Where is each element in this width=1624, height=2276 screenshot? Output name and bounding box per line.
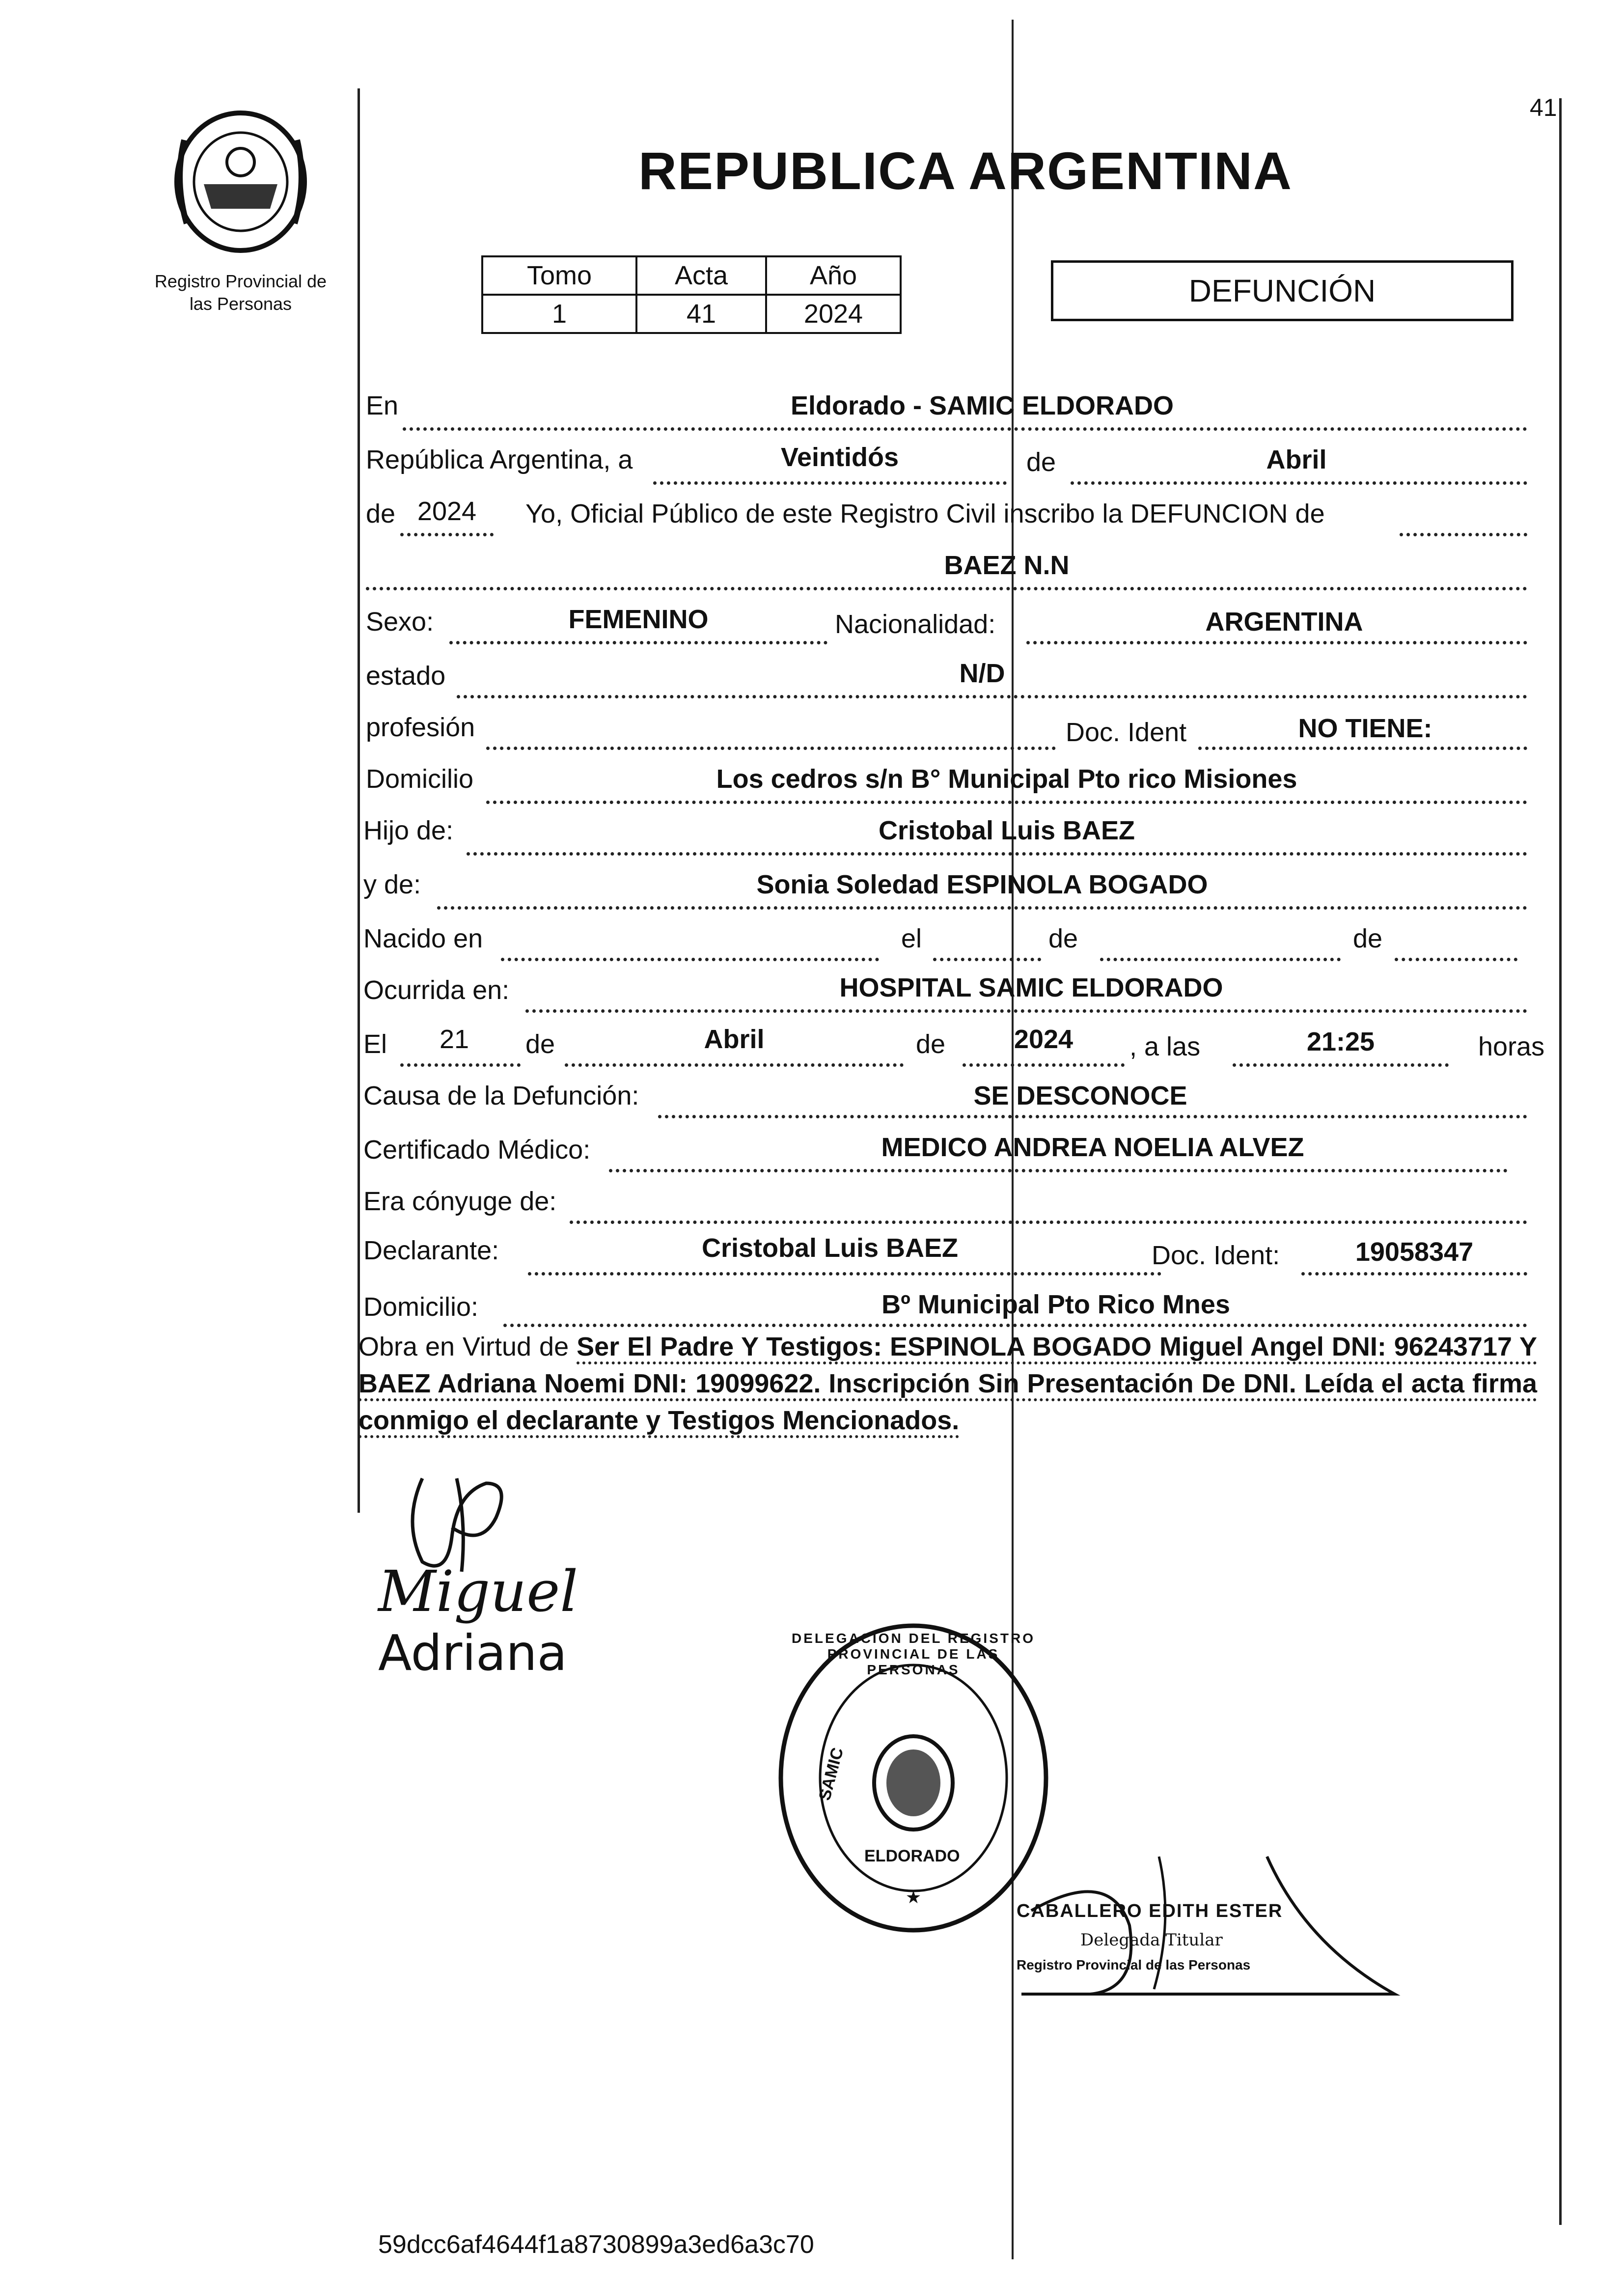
death-year-value: 2024 <box>1014 1025 1073 1054</box>
hijo-value: Cristobal Luis BAEZ <box>878 816 1135 845</box>
dotted-line <box>1198 747 1527 750</box>
witness-signature-adriana <box>373 1616 567 1690</box>
dotted-line <box>1301 1272 1527 1276</box>
dotted-line <box>501 958 879 961</box>
ocurrida-label: Ocurrida en: <box>363 975 510 1005</box>
de-label: de <box>916 1029 946 1059</box>
dotted-line <box>1400 533 1527 536</box>
stamp-inner-text-1: SAMIC <box>815 1746 848 1803</box>
dotted-line <box>400 533 494 536</box>
dotted-line <box>437 906 1527 910</box>
de-label: de <box>525 1029 555 1059</box>
dotted-line <box>933 958 1041 961</box>
de-label: de <box>1353 924 1383 953</box>
doc-ident-label: Doc. Ident <box>1066 718 1187 747</box>
death-time-value: 21:25 <box>1306 1027 1375 1056</box>
value-anio: 2024 <box>766 295 901 333</box>
place-value: Eldorado - SAMIC ELDORADO <box>791 391 1174 420</box>
month-value: Abril <box>1266 445 1327 474</box>
alas-label: , a las <box>1129 1032 1201 1061</box>
nacionalidad-label: Nacionalidad: <box>835 610 996 639</box>
de-label: de <box>366 499 396 528</box>
certificado-value: MEDICO ANDREA NOELIA ALVEZ <box>881 1133 1304 1162</box>
doc-ident-value: NO TIENE: <box>1298 714 1432 743</box>
death-month-value: Abril <box>704 1025 765 1054</box>
dotted-line <box>609 1169 1508 1172</box>
dotted-line <box>963 1063 1125 1067</box>
value-acta: 41 <box>636 295 766 333</box>
page-title: REPUBLICA ARGENTINA <box>638 141 1293 200</box>
official-name: CABALLERO EDITH ESTER <box>1017 1901 1283 1921</box>
yde-label: y de: <box>363 870 421 899</box>
official-signature <box>1012 1847 1414 2009</box>
obra-paragraph <box>358 1329 1537 1439</box>
witness-signature-miguel-text: Miguel <box>378 1559 578 1625</box>
dotted-line <box>503 1324 1527 1327</box>
left-margin-line <box>358 88 360 1513</box>
misiones-seal-icon <box>165 106 317 258</box>
header-tomo: Tomo <box>482 256 636 295</box>
statement-text: Yo, Oficial Público de este Registro Civil inscribo la DEFUNCION de <box>525 499 1325 528</box>
dotted-line <box>1233 1063 1449 1067</box>
record-number-table <box>481 255 902 334</box>
en-label: En <box>366 391 399 420</box>
day-words-value: Veintidós <box>780 443 899 472</box>
dotted-line <box>658 1115 1527 1118</box>
dotted-line <box>486 801 1527 804</box>
declarante-doc-value: 19058347 <box>1355 1237 1474 1267</box>
profesion-label: profesión <box>366 713 475 742</box>
table-header-row <box>482 256 901 295</box>
deceased-name-value: BAEZ N.N <box>944 551 1070 580</box>
ocurrida-value: HOSPITAL SAMIC ELDORADO <box>839 973 1223 1002</box>
causa-value: SE DESCONOCE <box>973 1081 1187 1110</box>
witness-signature-miguel <box>373 1552 578 1626</box>
page-number: 41 <box>1530 94 1557 121</box>
dotted-line <box>449 641 827 644</box>
official-registry: Registro Provincial de las Personas <box>1017 1957 1251 1972</box>
dotted-line <box>1026 641 1527 644</box>
sexo-label: Sexo: <box>366 607 434 637</box>
declarante-label: Declarante: <box>363 1236 499 1265</box>
hijo-label: Hijo de: <box>363 816 454 845</box>
dotted-line <box>486 747 1056 750</box>
republica-label: República Argentina, a <box>366 445 633 474</box>
de-label: de <box>1048 924 1078 953</box>
header-acta: Acta <box>636 256 766 295</box>
domicilio-label: Domicilio: <box>363 1292 479 1322</box>
stamp-inner-text-2: ELDORADO <box>864 1847 960 1865</box>
dotted-line <box>1395 958 1517 961</box>
dotted-line <box>528 1272 1161 1276</box>
el-label: el <box>901 924 922 953</box>
dotted-line <box>565 1063 904 1067</box>
doc-ident-label: Doc. Ident: <box>1152 1241 1280 1270</box>
dotted-line <box>1071 481 1527 485</box>
dotted-line <box>1100 958 1341 961</box>
obra-text: Ser El Padre Y Testigos: ESPINOLA BOGADO Miguel Angel DNI: 96243717 Y BAEZ Adriana Noemi DNI: 19099622. Inscripción Sin Presentación De DNI. Leída el acta firma conmigo el declarante y Testigos Mencionados. <box>358 1332 1537 1438</box>
declarante-value: Cristobal Luis BAEZ <box>701 1233 959 1263</box>
witness-signature-adriana-text: Adriana <box>378 1624 567 1682</box>
dotted-line <box>467 852 1527 856</box>
dotted-line <box>653 481 1007 485</box>
estado-label: estado <box>366 661 446 691</box>
dotted-line <box>457 695 1527 698</box>
el-label: El <box>363 1029 387 1059</box>
dotted-line <box>525 1009 1527 1013</box>
de-label: de <box>1026 447 1056 477</box>
value-tomo: 1 <box>482 295 636 333</box>
sexo-value: FEMENINO <box>568 605 709 634</box>
nacionalidad-value: ARGENTINA <box>1205 607 1363 637</box>
right-margin-line <box>1559 98 1562 2225</box>
domicilio-label: Domicilio <box>366 764 474 794</box>
registry-label <box>133 270 349 315</box>
record-type-box: DEFUNCIÓN <box>1051 260 1514 321</box>
official-title: Delegada Titular <box>1080 1930 1223 1950</box>
dotted-line <box>366 587 1527 590</box>
death-day-value: 21 <box>439 1025 469 1054</box>
document-hash: 59dcc6af4644f1a8730899a3ed6a3c70 <box>378 2230 814 2259</box>
dotted-line <box>570 1221 1527 1224</box>
registry-label-line2: las Personas <box>189 294 292 314</box>
conyuge-label: Era cónyuge de: <box>363 1187 557 1216</box>
yde-value: Sonia Soledad ESPINOLA BOGADO <box>756 870 1208 899</box>
registry-label-line1: Registro Provincial de <box>154 271 327 291</box>
stamp-ring-text: DELEGACION DEL REGISTRO PROVINCIAL DE LAS PERSONAS <box>792 1631 1035 1677</box>
dotted-line <box>403 427 1527 431</box>
dotted-line <box>400 1063 521 1067</box>
domicilio-declarante-value: Bº Municipal Pto Rico Mnes <box>881 1290 1230 1319</box>
obra-label: Obra en Virtud de <box>358 1332 569 1361</box>
header-anio: Año <box>766 256 901 295</box>
horas-label: horas <box>1478 1032 1545 1061</box>
table-row <box>482 295 901 333</box>
causa-label: Causa de la Defunción: <box>363 1081 639 1110</box>
year-value: 2024 <box>417 497 477 526</box>
certificado-label: Certificado Médico: <box>363 1135 591 1165</box>
stamp-star: ★ <box>905 1887 922 1908</box>
nacido-label: Nacido en <box>363 924 483 953</box>
estado-value: N/D <box>959 659 1005 688</box>
domicilio-value: Los cedros s/n B° Municipal Pto rico Misiones <box>716 764 1297 794</box>
